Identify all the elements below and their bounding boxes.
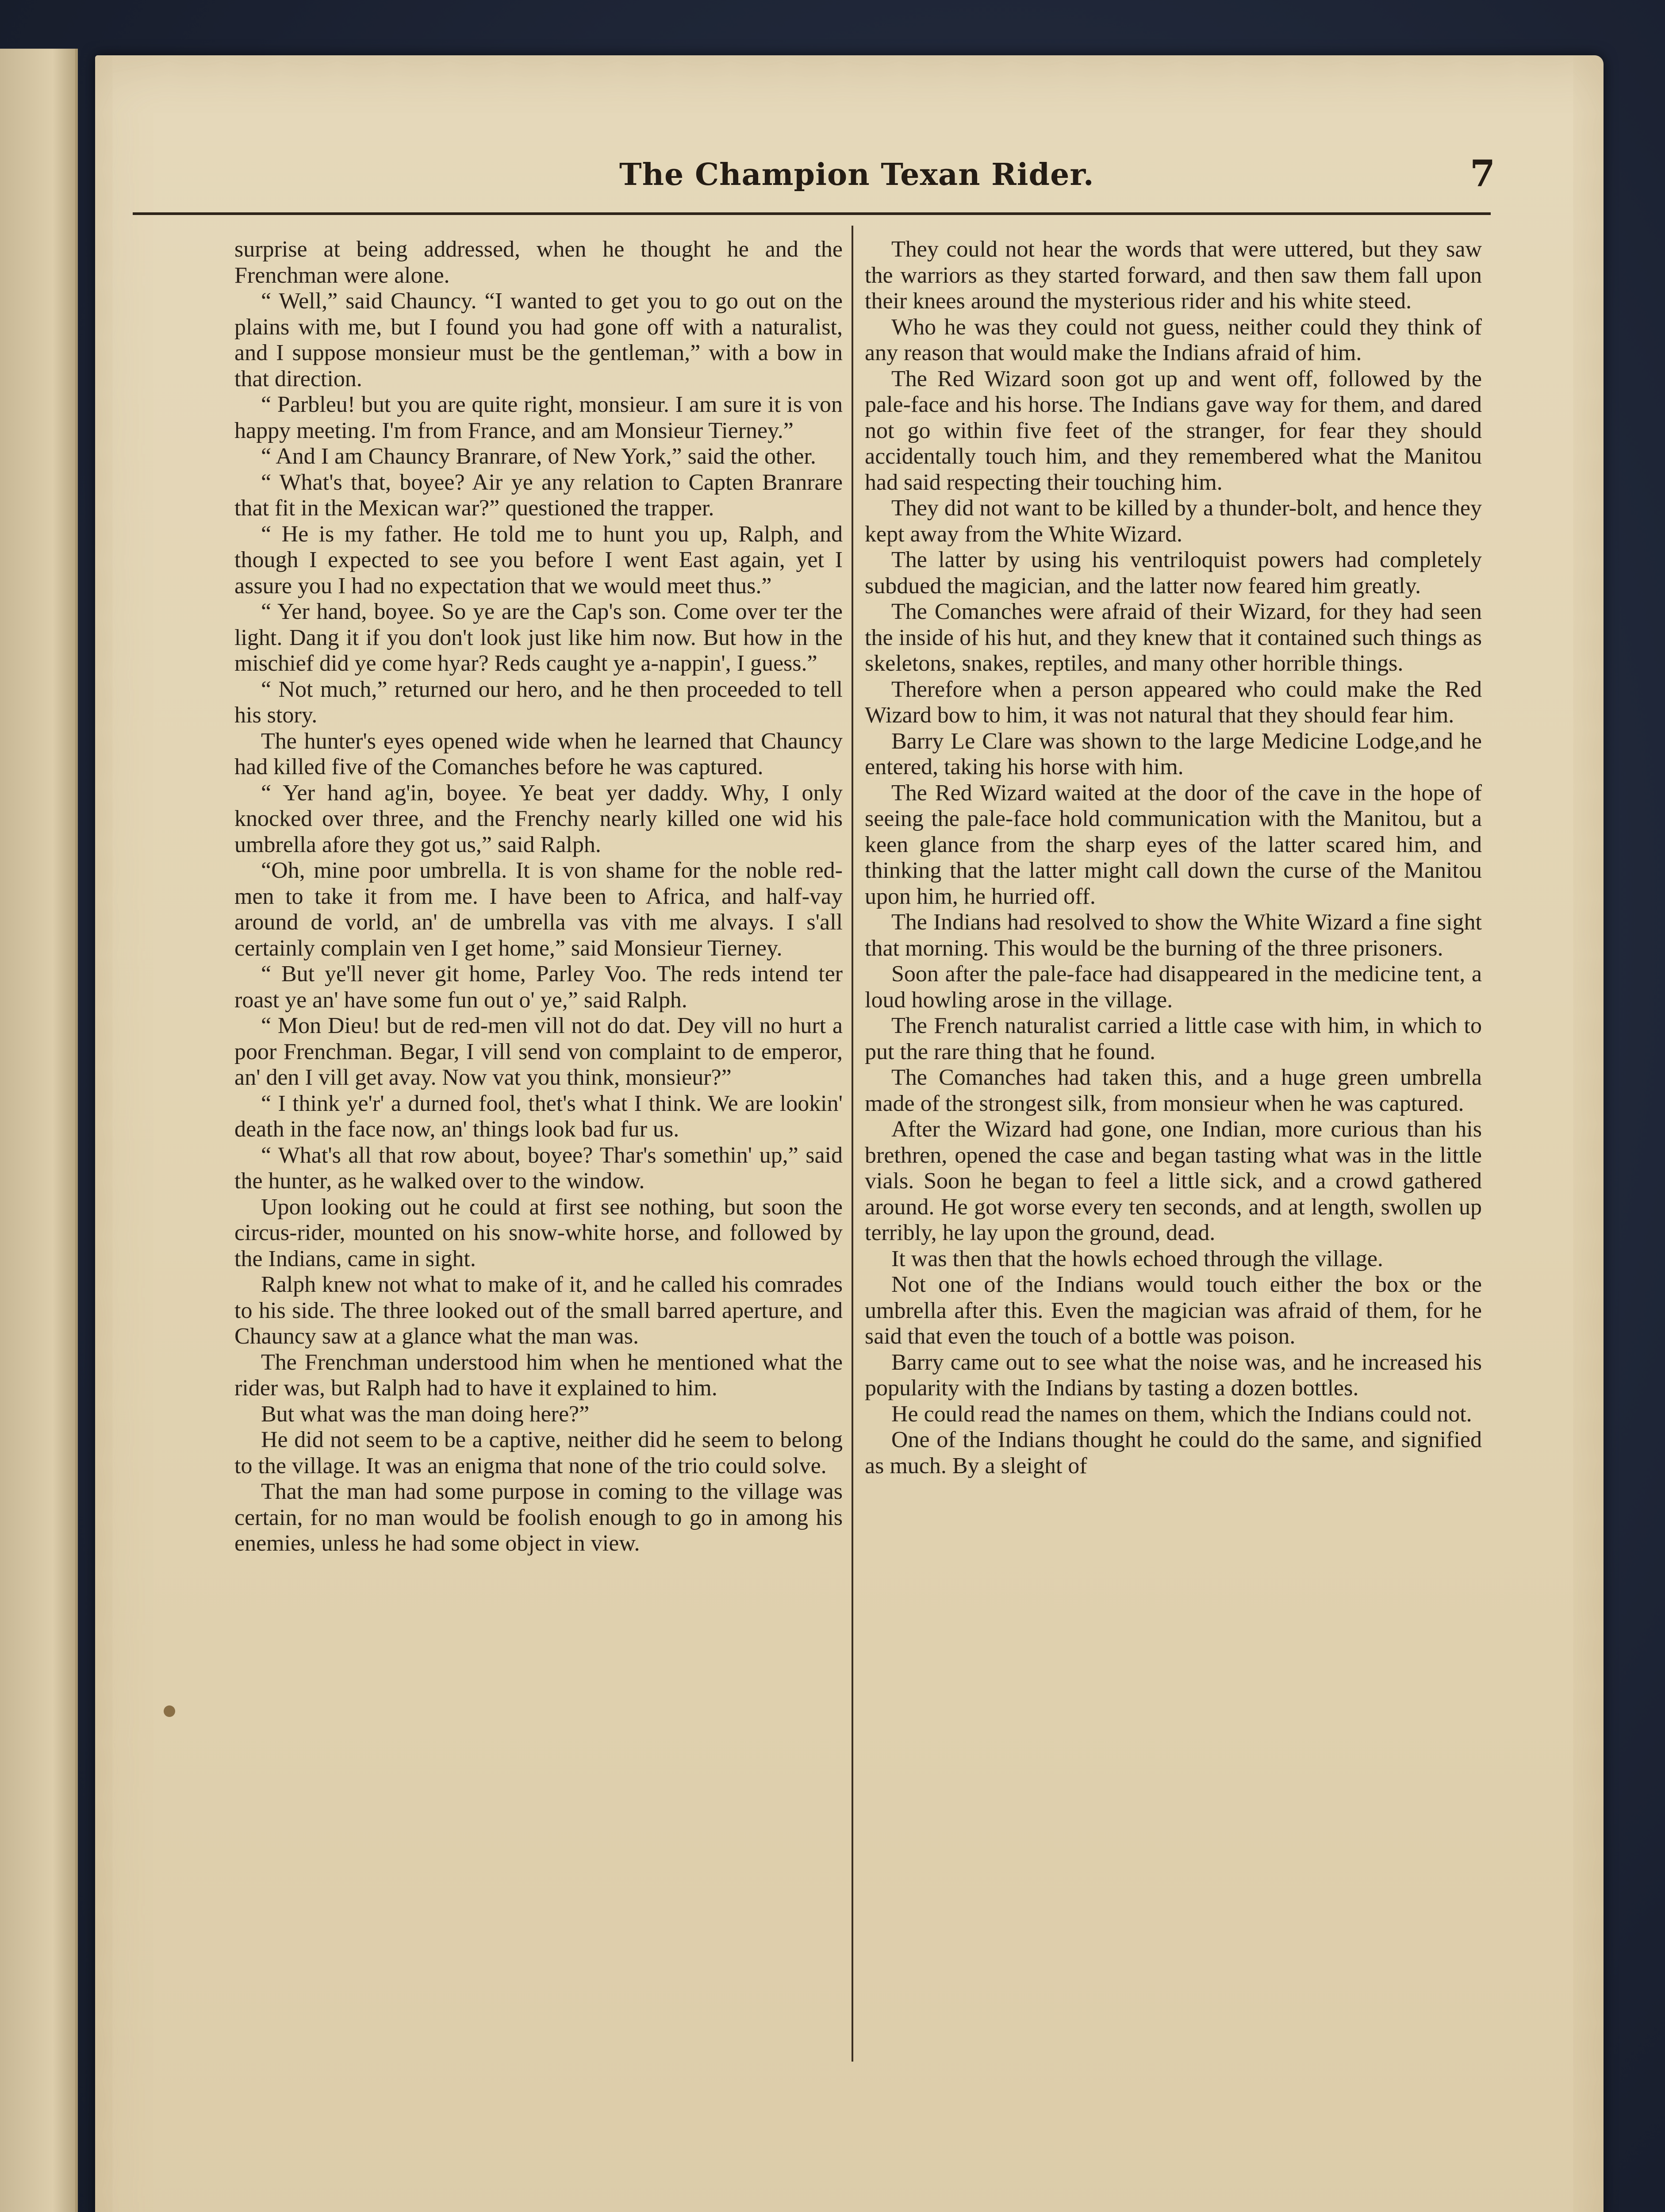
paragraph: Therefore when a person appeared who could make the Red Wizard bow to him, it was not natural that they should fear him. [865, 676, 1482, 728]
running-title: The Champion Texan Rider. [619, 157, 1094, 192]
paragraph: The Comanches were afraid of their Wizard, for they had seen the inside of his hut, and they knew that it contained such things as skeletons, snakes, reptiles, and many other horrible things. [865, 599, 1482, 676]
paragraph: “ Yer hand ag'in, boyee. Ye beat yer daddy. Why, I only knocked over three, and the Frenchy nearly killed one wid his umbrella afore they got us,” said Ralph. [234, 780, 843, 857]
paragraph: The hunter's eyes opened wide when he learned that Chauncy had killed five of the Comanches before he was captured. [234, 728, 843, 780]
paragraph: Barry came out to see what the noise was, and he increased his popularity with the Indians by tasting a dozen bottles. [865, 1349, 1482, 1401]
paragraph: Barry Le Clare was shown to the large Medicine Lodge,and he entered, taking his horse with him. [865, 728, 1482, 780]
paragraph: After the Wizard had gone, one Indian, more curious than his brethren, opened the case and began tasting what was in the little vials. Soon he began to feel a little sick, and a crowd gathered around. He got worse every ten seconds, and at length, swollen up terribly, he lay upon the ground, dead. [865, 1117, 1482, 1245]
paragraph: “ But ye'll never git home, Parley Voo. The reds intend ter roast ye an' have some fun out o' ye,” said Ralph. [234, 961, 843, 1013]
paragraph: The Indians had resolved to show the White Wizard a fine sight that morning. This would be the burning of the three prisoners. [865, 910, 1482, 961]
paragraph: “ I think ye'r' a durned fool, thet's what I think. We are lookin' death in the face now, an' things look bad fur us. [234, 1091, 843, 1142]
paragraph: The French naturalist carried a little case with him, in which to put the rare thing that he found. [865, 1013, 1482, 1064]
paragraph: “ Parbleu! but you are quite right, monsieur. I am sure it is von happy meeting. I'm from France, and am Monsieur Tierney.” [234, 392, 843, 443]
paragraph: “ What's all that row about, boyee? Thar's somethin' up,” said the hunter, as he walked over to the window. [234, 1142, 843, 1194]
paragraph: surprise at being addressed, when he thought he and the Frenchman were alone. [234, 237, 843, 288]
paragraph: The Red Wizard soon got up and went off, followed by the pale-face and his horse. The Indians gave way for them, and dared not go within five feet of the stranger, for fear they should accidentally touch him, and they remembered what the Manitou had said respecting their touching him. [865, 366, 1482, 495]
paragraph: That the man had some purpose in coming to the village was certain, for no man would be foolish enough to go in among his enemies, unless he had some object in view. [234, 1479, 843, 1556]
paragraph: Not one of the Indians would touch either the box or the umbrella after this. Even the magician was afraid of them, for he said that even the touch of a bottle was poison. [865, 1272, 1482, 1349]
header-rule [133, 212, 1491, 215]
paragraph: Ralph knew not what to make of it, and he called his comrades to his side. The three looked out of the small barred aperture, and Chauncy saw at a glance what the man was. [234, 1272, 843, 1349]
page-number: 7 [1469, 153, 1495, 195]
paper-stain [164, 1705, 175, 1717]
left-text-column [234, 237, 843, 2077]
paragraph: “ Not much,” returned our hero, and he then proceeded to tell his story. [234, 676, 843, 728]
page-header [142, 150, 1495, 208]
paragraph: He could read the names on them, which the Indians could not. [891, 1401, 1472, 1427]
paragraph: One of the Indians thought he could do the same, and signified as much. By a sleight of [865, 1427, 1482, 1479]
paragraph: “ What's that, boyee? Air ye any relation to Capten Branrare that fit in the Mexican war?” questioned the trapper. [234, 469, 843, 521]
right-text-column [865, 237, 1482, 2077]
column-divider [852, 226, 853, 2062]
paragraph: He did not seem to be a captive, neither did he seem to belong to the village. It was an enigma that none of the trio could solve. [234, 1427, 843, 1479]
paragraph: Upon looking out he could at first see nothing, but soon the circus-rider, mounted on his snow-white horse, and followed by the Indians, came in sight. [234, 1194, 843, 1271]
paragraph: The Red Wizard waited at the door of the cave in the hope of seeing the pale-face hold communication with the Manitou, but a keen glance from the sharp eyes of the latter scared him, and thinking that the latter might call down the curse of the Manitou upon him, he hurried off. [865, 780, 1482, 909]
facing-page-edge [0, 49, 78, 2212]
paragraph: They could not hear the words that were uttered, but they saw the warriors as they started forward, and then saw them fall upon their knees around the mysterious rider and his white steed. [865, 237, 1482, 314]
paragraph: “ And I am Chauncy Branrare, of New York,” said the other. [261, 444, 816, 469]
paragraph: “ Mon Dieu! but de red-men vill not do dat. Dey vill no hurt a poor Frenchman. Begar, I vill send von complaint to de emperor, an' den I vill get avay. Now vat you think, monsieur?” [234, 1013, 843, 1090]
paragraph: “ Yer hand, boyee. So ye are the Cap's son. Come over ter the light. Dang it if you don't look just like him now. But how in the mischief did ye come hyar? Reds caught ye a-nappin', I guess.” [234, 599, 843, 676]
paragraph: The Comanches had taken this, and a huge green umbrella made of the strongest silk, from monsieur when he was captured. [865, 1065, 1482, 1116]
paragraph: “ He is my father. He told me to hunt you up, Ralph, and though I expected to see you before I went East again, yet I assure you I had no expectation that we would meet thus.” [234, 521, 843, 599]
paragraph: Who he was they could not guess, neither could they think of any reason that would make the Indians afraid of him. [865, 314, 1482, 365]
paragraph: Soon after the pale-face had disappeared in the medicine tent, a loud howling arose in the village. [865, 961, 1482, 1013]
paragraph: “Oh, mine poor umbrella. It is von shame for the noble red-men to take it from me. I have been to Africa, and half-vay around de vorld, an' de umbrella vas vith me alvays. I s'all certainly complain ven I get home,” said Monsieur Tierney. [234, 858, 843, 961]
paragraph: “ Well,” said Chauncy. “I wanted to get you to go out on the plains with me, but I found you had gone off with a naturalist, and I suppose monsieur must be the gentleman,” with a bow in that direction. [234, 288, 843, 392]
paragraph: The Frenchman understood him when he mentioned what the rider was, but Ralph had to have it explained to him. [234, 1349, 843, 1401]
paragraph: It was then that the howls echoed through the village. [891, 1246, 1383, 1271]
paragraph: The latter by using his ventriloquist powers had completely subdued the magician, and the latter now feared him greatly. [865, 547, 1482, 599]
paragraph: But what was the man doing here?” [261, 1401, 590, 1427]
paragraph: They did not want to be killed by a thunder-bolt, and hence they kept away from the White Wizard. [865, 495, 1482, 547]
